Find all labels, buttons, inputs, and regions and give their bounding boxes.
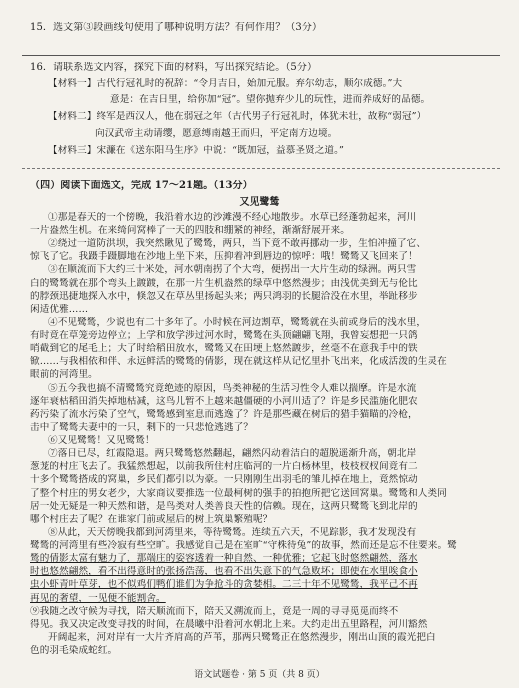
- article-line: 逐年衰枯稻田消失掉地枯减，这鸟儿暂不上越来越僵硬的小河川适了？许是乡民滥施化肥农: [30, 396, 418, 407]
- article-line: 了整个村庄的男女老少，大家商议要推选一位最柯树的强手的拍抱所把它送回窝巢。鹭鸶和人类同: [30, 488, 447, 499]
- article-line: ⑨我随之改守候为寻找，陪天顺流而下，陪天又溯流而上，竟是一周的寻寻觅觅而终不: [30, 606, 399, 617]
- article-line: 色的羽毛染成蛇红。: [30, 645, 118, 656]
- article-line: 虫小虾青叶草芽，也不似鸡们鸭们谁们为争抢斗的贪婪相。二三十年不见鹭鸶，我平己不再: [30, 579, 418, 590]
- article-line: 葱茏的村庄飞去了。我猛然想起，以前我所住村庄临河的一片白杨林里，枝枝杈杈间竟有二: [30, 461, 418, 472]
- article-line: 得见。我又决定改变寻找的时间，在晨曦中沿着河水朝北上来。大约走出五里路程，河川豁然: [30, 619, 428, 630]
- article-line: 白的鹭鸶就在那个弯头上踱踱，在那一片生机盎然的绿草中悠然漫步；由浅优美到无与伦比: [30, 278, 418, 289]
- article-line: 居一处无疑是一种天然和谐，是鸟类对人类善良天性的信赖。现在，这两只鹭鸶飞到北岸的: [30, 501, 418, 512]
- article-line: ⑤五今我也搞不清鹭鸶究竟绝迹的原因，鸟类神秘的生活习性令人难以揣摩。许是水流: [48, 383, 417, 394]
- question-15: 15．选文第③段画线句使用了哪种说明方法？有何作用？（3分）: [30, 22, 323, 33]
- article-line: 再见的奢望，一见便不能割舍。: [30, 593, 166, 604]
- material-line: 【材料三】宋濂在《送东阳马生序》中说：“既加冠，益慕圣贤之道。”: [48, 145, 345, 156]
- article-line: 眼前的河湾里。: [30, 369, 98, 380]
- article-line: ③在顺流而下大约三十米处，河水朝南拐了个大弯，便拐出一大片生动的绿洲。两只雪: [48, 264, 417, 275]
- article-line: 鸶的倩影太富有魅力了，那端庄的姿容透着一种自然、一种优雅；它起飞时悠然翩然，落水: [30, 553, 418, 564]
- divider: [22, 55, 500, 56]
- material-line: 向汉武帝主动请缨，愿意缚南越王而归，平定南方边境。: [95, 128, 338, 139]
- section-heading: （四）阅读下面选文，完成 17～21题。（13分）: [30, 180, 253, 191]
- article-line: ⑧从此，天天傍晚我都到河湾里来，等待鹭鸶。连续五六天，不见踪影，我才发现没有: [48, 527, 417, 538]
- article-line: ⑦落日已尽，红霞隐退。两只鹭鸶悠然翻起，翩然闪动着洁白的超脱遥渐升高，朝北岸: [48, 448, 417, 459]
- article-line: 惊飞了它。我蹑手蹑脚地在沙地上坐下来，压抑着冲到唇边的惊呼：哦！鹭鸶又飞回来了！: [30, 251, 418, 262]
- material-line: 【材料一】古代行冠礼时的祝辞：“令月吉日，始加元服。弃尔幼志，顺尔成德。”大: [48, 78, 403, 89]
- article-line: 锨……与我相依和伴、永远鲜活的鹭鸶的倩影，现在就这样从记忆里扑飞出来，化成活泼的生灵在: [30, 356, 447, 367]
- article-line: 一片盎然生机。在来绮问窝棒了一天的四肢和绷紧的神经，渐渐舒展开来。: [30, 225, 350, 236]
- material-line: 意是：在吉日里，给你加“冠”。望你抛弃少儿的玩性，进而养成好的品德。: [110, 94, 431, 105]
- article-line: 药污染了流水污染了空气，鹭鸶感到室息而逃逸了？许是那些藏在树后的猎手猫瞄的冷枪，: [30, 409, 418, 420]
- article-line: 时也悠然翩然，看不出得意时的张扬浩荡，也看不出失意下的气急败坏；即使在水里唉食小: [30, 566, 418, 577]
- article-line: ④不见鹭鸶，少说也有二十多年了。小时候在河边割草，鹭鸶就在头前或身后的浅水里，: [48, 317, 427, 328]
- article-line: ①那是春天的一个傍晚，我沿着水边的沙滩漫不经心地散步。水草已经蓬勃起来，河川: [48, 212, 417, 223]
- page-footer: 语文试题卷 · 第 5 页（共 8 页）: [194, 670, 325, 680]
- article-line: ⑥又见鹭鸶！又见鹭鸶！: [48, 435, 155, 446]
- article-title: 又见鹭鸶: [239, 197, 280, 208]
- article-line: 的脖颈迅捷地探入水中，倏忽又在草丛里扬起头来；两只鸿羽的长腿洽没在水里，举趾移步: [30, 291, 418, 302]
- article-line: 开阔起来，河对岸有一大片齐肩高的芦苇，那两只鹭鸶正在悠然漫步，刚出山顶的霞光把白: [48, 632, 436, 643]
- article-line: 十多个鹭鸶搭成的窝巢，乡民们都引以为豪。一只刚刚生出羽毛的雏儿掉在地上，竟然惊动: [30, 474, 418, 485]
- article-line: 闲适优雅……: [30, 304, 89, 315]
- material-line: 【材料二】终军是西汉人，他在弱冠之年（古代男子行冠礼时，体犹未壮，故称“弱冠”）: [48, 111, 427, 122]
- article-line: 鹭鸶的河湾里有些冷寂有些空旷。我感觉自己是在室旷“守株待兔”的故事，然而还是忘不住要来。鹭: [30, 540, 457, 551]
- article-line: 哨截到它的尾毛上；大了时给稻田放水，鹭鸶又在田埂上悠然踱步，丝毫不在意我手中的铁: [30, 343, 418, 354]
- article-line: 击中了鹭鸶夫妻中的一只，剩下的一只悲怆逃逃了？: [30, 422, 253, 433]
- article-line: ②绕过一道防洪坝，我突然瞅见了鹭鸶，两只，当下竟不敢再挪动一步，生怕冲撞了它、: [48, 238, 427, 249]
- article-line: 有时竟在草笼旁边停立；上学和放学涉过河水时，鹭鸶在头顶翩翩飞翔，我曾妄想把一只鸽: [30, 330, 418, 341]
- dashed-divider: [22, 168, 500, 169]
- article-line: 哪个村庄去了呢？在谁家门前或屋后的树上筑巢繁殖呢？: [30, 514, 273, 525]
- question-16: 16．请联系选文内容，探究下面的材料，写出探究结论。（5分）: [30, 62, 318, 73]
